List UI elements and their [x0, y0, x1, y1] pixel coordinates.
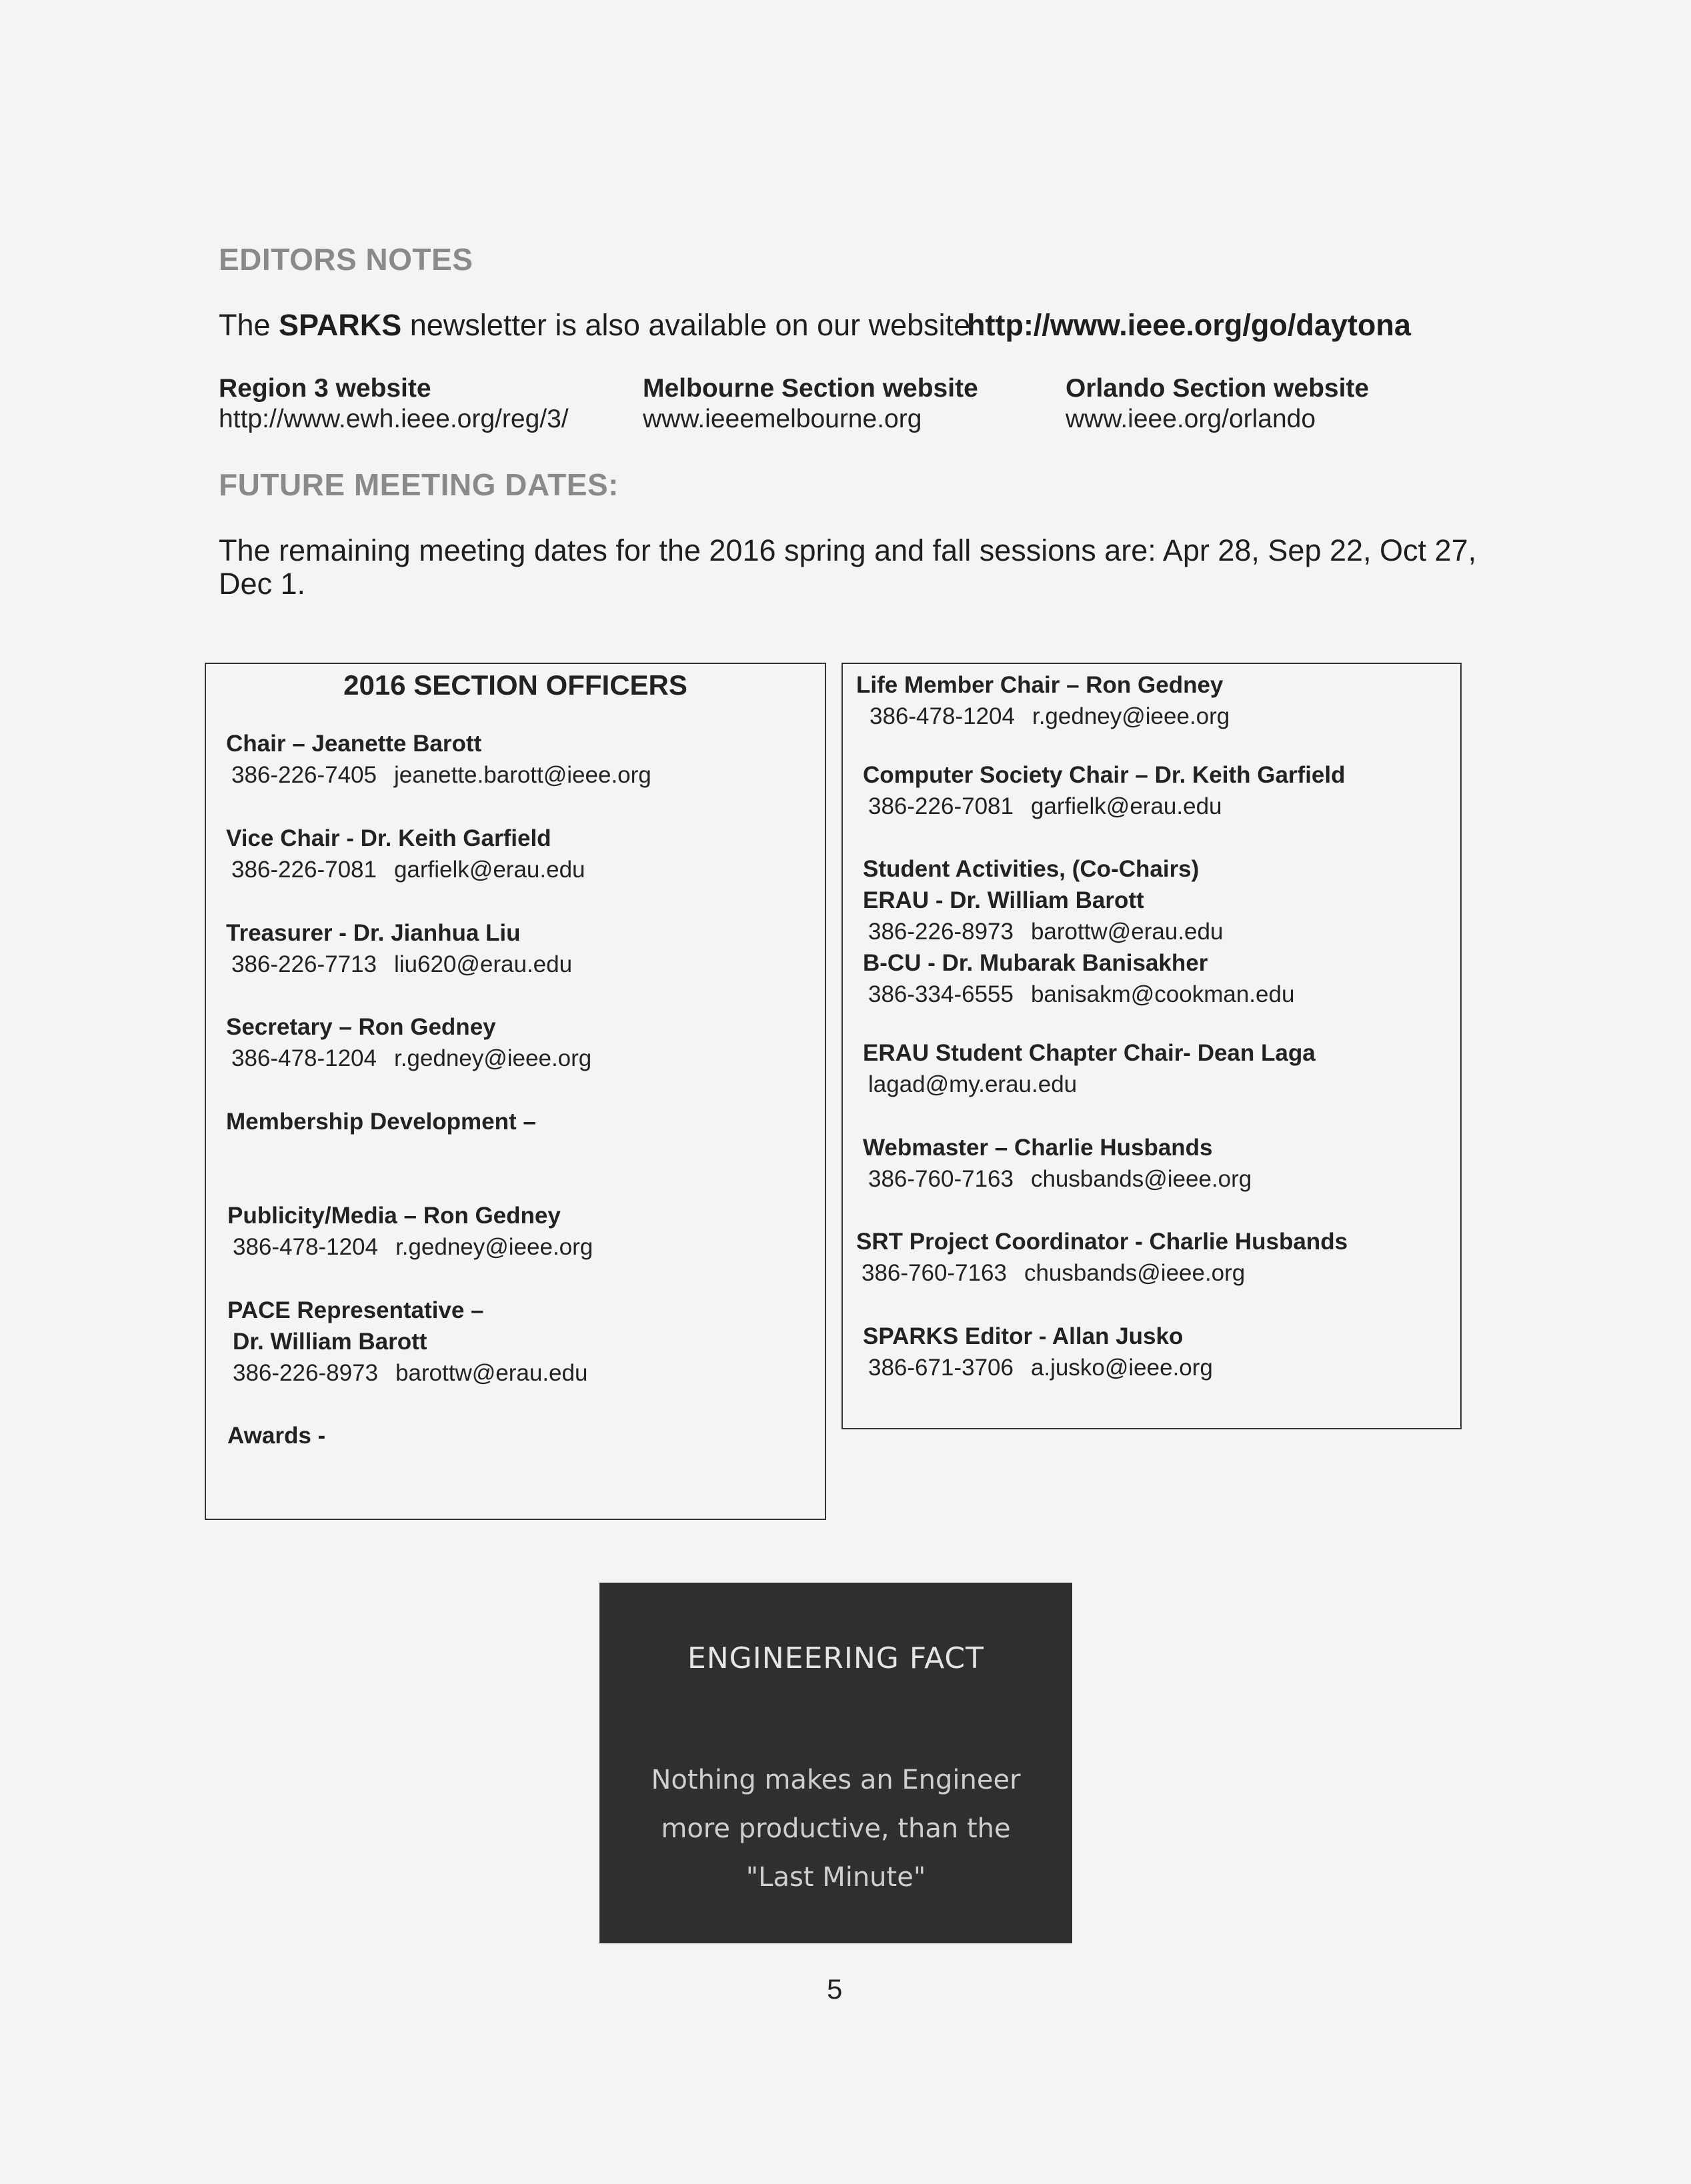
officer-email[interactable]: a.jusko@ieee.org	[1030, 1355, 1213, 1381]
orlando-website	[1066, 373, 1369, 435]
future-meetings-line2: Dec 1.	[219, 567, 306, 601]
officer-pace	[227, 1295, 587, 1389]
melbourne-label: Melbourne Section website	[643, 374, 978, 403]
officer-role: Life Member Chair – Ron Gedney	[856, 672, 1224, 698]
sparks-name: SPARKS	[279, 308, 402, 342]
melbourne-website	[643, 373, 978, 435]
officer-awards	[227, 1420, 325, 1451]
officer-role: Awards -	[227, 1423, 326, 1449]
officer-email[interactable]: banisakm@cookman.edu	[1030, 981, 1295, 1007]
officer-email[interactable]: jeanette.barott@ieee.org	[393, 762, 651, 788]
engineering-fact-line: Nothing makes an Engineer	[651, 1765, 1021, 1795]
officer-role: Membership Development –	[226, 1109, 536, 1135]
officer-student-activities	[863, 853, 1294, 1010]
section-officers-box	[205, 663, 826, 1520]
engineering-fact-text	[599, 1756, 1072, 1902]
officer-role: Secretary – Ron Gedney	[226, 1014, 496, 1040]
section-officers-title: 2016 SECTION OFFICERS	[343, 669, 687, 701]
engineering-fact-line: "Last Minute"	[745, 1862, 926, 1893]
officer-phone: 386-334-6555	[868, 981, 1014, 1007]
editors-notes-heading: EDITORS NOTES	[219, 242, 473, 277]
officer-computer-society	[863, 759, 1346, 822]
officer-phone: 386-226-7081	[868, 793, 1014, 819]
officer-phone: 386-671-3706	[868, 1355, 1014, 1381]
other-officers-box	[841, 663, 1462, 1429]
officer-phone: 386-478-1204	[870, 703, 1015, 729]
officer-role: Webmaster – Charlie Husbands	[863, 1135, 1213, 1161]
officer-email[interactable]: garfielk@erau.edu	[393, 857, 585, 883]
engineering-fact-panel	[599, 1583, 1072, 1943]
officer-role: Vice Chair - Dr. Keith Garfield	[226, 825, 551, 851]
editors-notes-prefix: The	[219, 308, 279, 342]
officer-email[interactable]: chusbands@ieee.org	[1024, 1260, 1246, 1286]
officer-email[interactable]: r.gedney@ieee.org	[395, 1234, 593, 1260]
region3-website	[219, 373, 569, 435]
officer-phone: 386-478-1204	[233, 1234, 378, 1260]
editors-notes-text	[219, 309, 970, 342]
officer-email[interactable]: r.gedney@ieee.org	[393, 1045, 592, 1071]
website-link[interactable]: http://www.ieee.org/go/daytona	[967, 308, 1411, 342]
officer-sparks-editor	[863, 1321, 1213, 1383]
officer-name: ERAU - Dr. William Barott	[863, 887, 1144, 913]
officer-student-chapter	[863, 1037, 1316, 1100]
engineering-fact-title: ENGINEERING FACT	[687, 1641, 985, 1675]
engineering-fact-line: more productive, than the	[661, 1813, 1011, 1844]
officer-vice-chair	[226, 823, 585, 885]
officer-phone: 386-226-8973	[233, 1360, 378, 1386]
officer-life-member	[856, 669, 1230, 732]
officer-role: Treasurer - Dr. Jianhua Liu	[226, 920, 521, 946]
page-number: 5	[827, 1973, 843, 2005]
officer-phone: 386-226-8973	[868, 919, 1014, 945]
editors-notes-middle: newsletter is also available on our website	[401, 308, 971, 342]
officer-email[interactable]: garfielk@erau.edu	[1030, 793, 1222, 819]
orlando-label: Orlando Section website	[1066, 374, 1370, 403]
officer-role: ERAU Student Chapter Chair- Dean Laga	[863, 1040, 1316, 1066]
officer-role: Student Activities, (Co-Chairs)	[863, 856, 1200, 882]
officer-name: Dr. William Barott	[233, 1329, 427, 1355]
region3-label: Region 3 website	[219, 374, 431, 403]
officer-role: SPARKS Editor - Allan Jusko	[863, 1323, 1184, 1349]
officer-treasurer	[226, 917, 572, 980]
orlando-url[interactable]: www.ieee.org/orlando	[1066, 405, 1316, 433]
officer-email[interactable]: r.gedney@ieee.org	[1032, 703, 1230, 729]
officer-email[interactable]: barottw@erau.edu	[395, 1360, 588, 1386]
officer-role: Computer Society Chair – Dr. Keith Garfield	[863, 762, 1346, 788]
officer-name: B-CU - Dr. Mubarak Banisakher	[863, 950, 1208, 976]
officer-email[interactable]: liu620@erau.edu	[393, 951, 573, 977]
officer-publicity	[227, 1200, 593, 1263]
officer-secretary	[226, 1011, 591, 1074]
officer-phone: 386-226-7081	[231, 857, 377, 883]
officer-chair	[226, 728, 651, 791]
officer-role: SRT Project Coordinator - Charlie Husbands	[856, 1229, 1348, 1255]
officer-email[interactable]: lagad@my.erau.edu	[868, 1071, 1078, 1097]
officer-srt-coordinator	[856, 1226, 1348, 1289]
officer-role: Chair – Jeanette Barott	[226, 731, 482, 757]
officer-membership-development	[226, 1106, 536, 1137]
future-meetings-line1: The remaining meeting dates for the 2016 spring and fall sessions are: Apr 28, Sep 22, Oct 27,	[219, 533, 1477, 567]
officer-phone: 386-226-7713	[231, 951, 377, 977]
officer-webmaster	[863, 1132, 1252, 1195]
officer-phone: 386-760-7163	[862, 1260, 1007, 1286]
officer-role: Publicity/Media – Ron Gedney	[227, 1203, 561, 1229]
officer-email[interactable]: barottw@erau.edu	[1030, 919, 1224, 945]
officer-phone: 386-478-1204	[231, 1045, 377, 1071]
officer-phone: 386-226-7405	[231, 762, 377, 788]
melbourne-url[interactable]: www.ieeemelbourne.org	[643, 405, 922, 433]
officer-phone: 386-760-7163	[868, 1166, 1014, 1192]
region3-url[interactable]: http://www.ewh.ieee.org/reg/3/	[219, 405, 569, 433]
officer-role: PACE Representative –	[227, 1297, 484, 1323]
officer-email[interactable]: chusbands@ieee.org	[1030, 1166, 1252, 1192]
future-meetings-heading: FUTURE MEETING DATES:	[219, 467, 619, 502]
